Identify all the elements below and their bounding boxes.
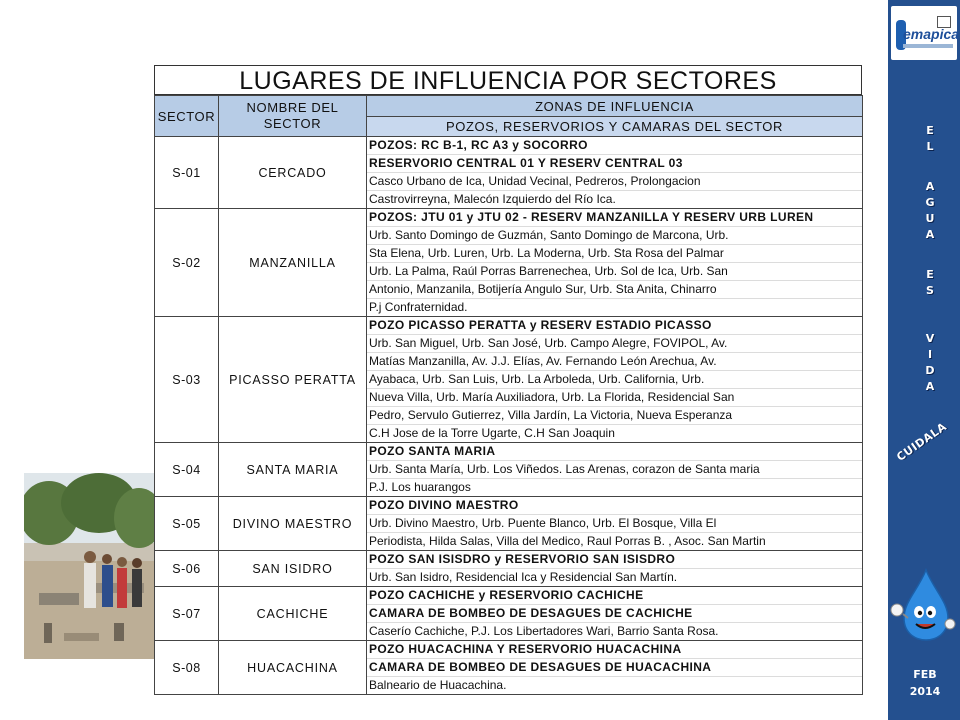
date-month: FEB xyxy=(913,668,937,681)
zone-cell xyxy=(367,587,863,641)
zone-cell xyxy=(367,137,863,209)
page-title: LUGARES DE INFLUENCIA POR SECTORES xyxy=(154,65,862,95)
emapica-logo xyxy=(891,6,960,60)
zone-line: Antonio, Manzanila, Botijería Angulo Sur, Urb. Sta Anita, Chinarro xyxy=(367,281,862,299)
sector-row xyxy=(155,137,863,209)
sector-name: DIVINO MAESTRO xyxy=(219,497,367,551)
date-label xyxy=(892,666,958,700)
zone-line: Sta Elena, Urb. Luren, Urb. La Moderna, Urb. Sta Rosa del Palmar xyxy=(367,245,862,263)
sector-name: CACHICHE xyxy=(219,587,367,641)
zone-line: Periodista, Hilda Salas, Villa del Medico, Raul Porras B. , Asoc. San Martin xyxy=(369,534,766,548)
header-zonas: ZONAS DE INFLUENCIA xyxy=(367,96,863,117)
motto-letter: A xyxy=(925,380,935,393)
header-nombre: NOMBRE DEL SECTOR xyxy=(219,96,367,137)
zone-cell xyxy=(367,641,863,695)
logo-text: emapica xyxy=(903,26,960,42)
motto-letter: L xyxy=(926,140,934,153)
zone-line: Ayabaca, Urb. San Luis, Urb. La Arboleda, Urb. California, Urb. xyxy=(367,371,862,389)
zone-line: Pedro, Servulo Gutierrez, Villa Jardín, La Victoria, Nueva Esperanza xyxy=(367,407,862,425)
sector-code: S-03 xyxy=(155,317,219,443)
zone-line: POZOS: RC B-1, RC A3 y SOCORRO xyxy=(367,137,862,155)
zone-cell xyxy=(367,443,863,497)
sector-name: PICASSO PERATTA xyxy=(219,317,367,443)
sectors-table xyxy=(154,95,863,695)
sector-code: S-07 xyxy=(155,587,219,641)
zone-line: P.J. Los huarangos xyxy=(369,480,471,494)
zone-line: Castrovirreyna, Malecón Izquierdo del Río Ica. xyxy=(369,192,616,206)
zone-line: C.H Jose de la Torre Ugarte, C.H San Joaquin xyxy=(369,426,615,440)
sector-name: SANTA MARIA xyxy=(219,443,367,497)
motto-letter: G xyxy=(925,196,935,209)
zone-line: CAMARA DE BOMBEO DE DESAGUES DE HUACACHINA xyxy=(367,659,862,677)
sector-row xyxy=(155,317,863,443)
zone-line: POZO SANTA MARIA xyxy=(367,443,862,461)
zone-line: Urb. La Palma, Raúl Porras Barrenechea, Urb. Sol de Ica, Urb. San xyxy=(367,263,862,281)
zone-line: Nueva Villa, Urb. María Auxiliadora, Urb. La Florida, Residencial San xyxy=(367,389,862,407)
sector-code: S-05 xyxy=(155,497,219,551)
zone-line: P.j Confraternidad. xyxy=(369,300,468,314)
header-sector: SECTOR xyxy=(155,96,219,137)
motto-letter: E xyxy=(926,268,934,281)
zone-line: POZO CACHICHE y RESERVORIO CACHICHE xyxy=(367,587,862,605)
motto-letter: U xyxy=(925,212,935,225)
zone-line: Urb. Divino Maestro, Urb. Puente Blanco, Urb. El Bosque, Villa El xyxy=(367,515,862,533)
sector-code: S-01 xyxy=(155,137,219,209)
water-drop-mascot-icon xyxy=(890,566,956,642)
sector-code: S-04 xyxy=(155,443,219,497)
sector-row xyxy=(155,551,863,587)
zone-line: Casco Urbano de Ica, Unidad Vecinal, Pedreros, Prolongacion xyxy=(367,173,862,191)
zone-line: Matías Manzanilla, Av. J.J. Elías, Av. Fernando León Arechua, Av. xyxy=(367,353,862,371)
zone-line: Urb. Santa María, Urb. Los Viñedos. Las Arenas, corazon de Santa maria xyxy=(367,461,862,479)
sector-code: S-08 xyxy=(155,641,219,695)
zone-cell xyxy=(367,209,863,317)
motto-letter: A xyxy=(925,228,935,241)
date-year: 2014 xyxy=(909,685,941,698)
cuidala-label: CUIDALA xyxy=(894,420,950,464)
sector-name: CERCADO xyxy=(219,137,367,209)
zone-cell xyxy=(367,497,863,551)
zone-line: POZO PICASSO PERATTA y RESERV ESTADIO PICASSO xyxy=(367,317,862,335)
workers-photo xyxy=(24,473,155,659)
zone-cell xyxy=(367,551,863,587)
motto-letter: E xyxy=(926,124,934,137)
header-row xyxy=(155,96,863,117)
motto-letter: S xyxy=(926,284,934,297)
zone-line: POZOS: JTU 01 y JTU 02 - RESERV MANZANILLA Y RESERV URB LUREN xyxy=(367,209,862,227)
zone-line: RESERVORIO CENTRAL 01 Y RESERV CENTRAL 03 xyxy=(367,155,862,173)
zone-cell xyxy=(367,317,863,443)
zone-line: Urb. San Miguel, Urb. San José, Urb. Campo Alegre, FOVIPOL, Av. xyxy=(367,335,862,353)
sector-name: SAN ISIDRO xyxy=(219,551,367,587)
sector-row xyxy=(155,443,863,497)
zone-line: POZO DIVINO MAESTRO xyxy=(367,497,862,515)
sector-row xyxy=(155,497,863,551)
logo-subtitle-bar xyxy=(903,44,953,48)
zone-line: Urb. Santo Domingo de Guzmán, Santo Domingo de Marcona, Urb. xyxy=(367,227,862,245)
zone-line: Balneario de Huacachina. xyxy=(369,678,507,692)
sector-row xyxy=(155,641,863,695)
motto-letter: I xyxy=(927,348,933,361)
motto-letter: D xyxy=(925,364,935,377)
sector-code: S-06 xyxy=(155,551,219,587)
sector-name: MANZANILLA xyxy=(219,209,367,317)
sector-code: S-02 xyxy=(155,209,219,317)
sector-row xyxy=(155,587,863,641)
zone-line: Caserío Cachiche, P.J. Los Libertadores Wari, Barrio Santa Rosa. xyxy=(369,624,719,638)
zone-line: Urb. San Isidro, Residencial Ica y Residencial San Martín. xyxy=(369,570,678,584)
sector-row xyxy=(155,209,863,317)
header-pozos: POZOS, RESERVORIOS Y CAMARAS DEL SECTOR xyxy=(367,117,863,137)
zone-line: POZO HUACACHINA Y RESERVORIO HUACACHINA xyxy=(367,641,862,659)
motto-letter: V xyxy=(925,332,935,345)
sector-name: HUACACHINA xyxy=(219,641,367,695)
zone-line: CAMARA DE BOMBEO DE DESAGUES DE CACHICHE xyxy=(367,605,862,623)
motto-letter: A xyxy=(925,180,935,193)
zone-line: POZO SAN ISISDRO y RESERVORIO SAN ISISDRO xyxy=(367,551,862,569)
